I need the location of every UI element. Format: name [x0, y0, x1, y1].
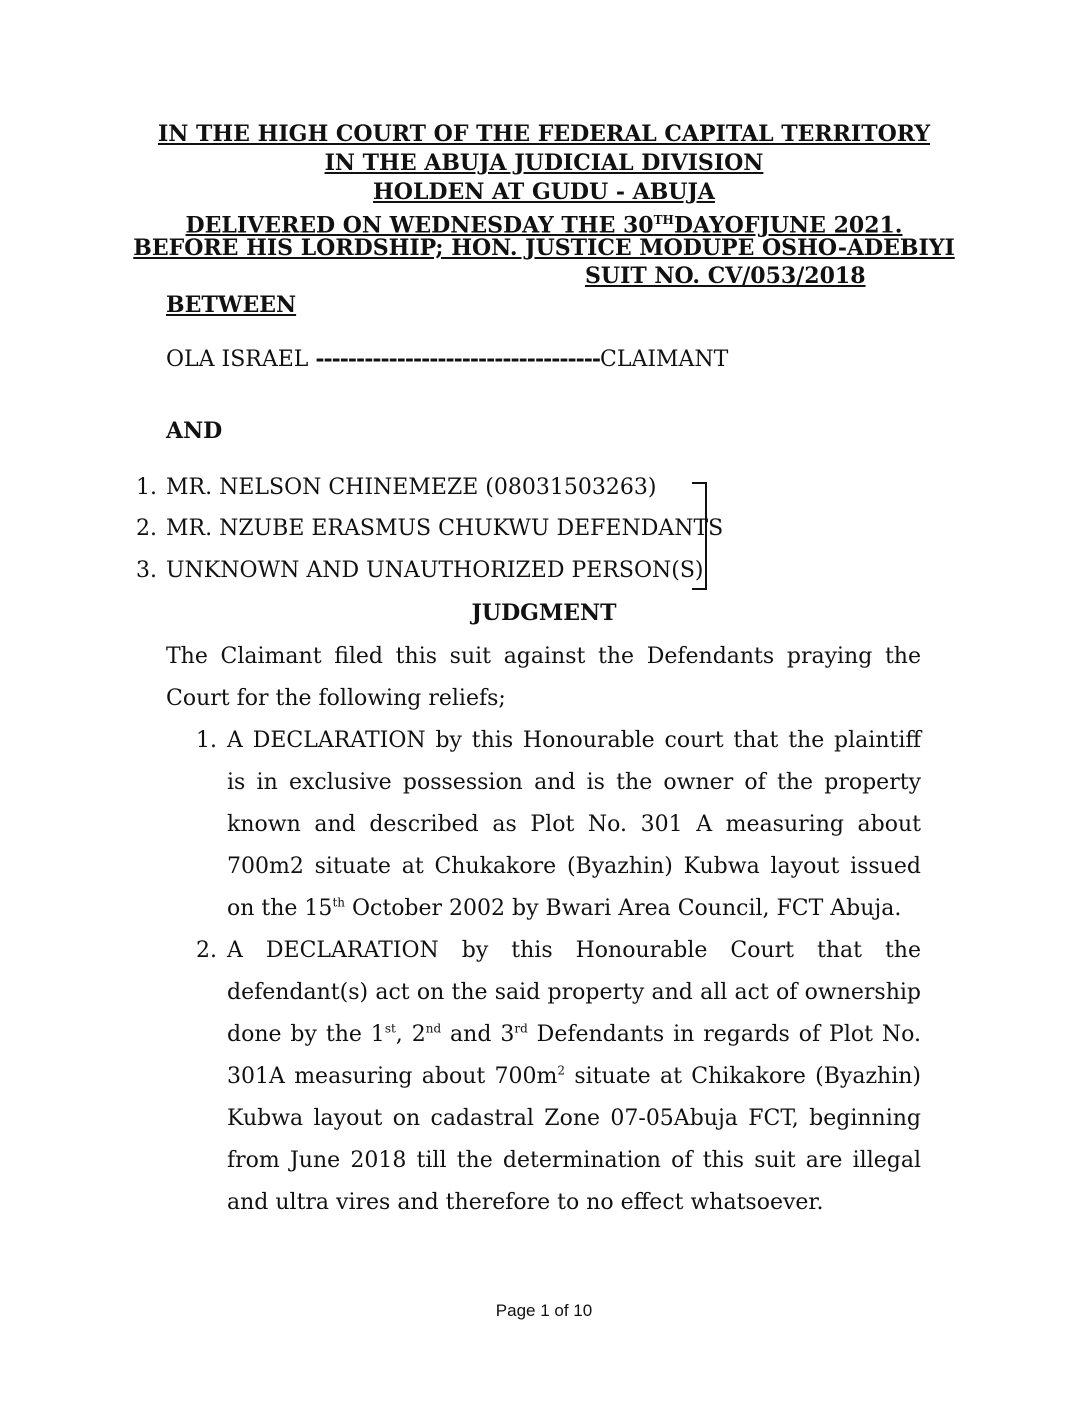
holden-line: HOLDEN AT GUDU - ABUJA: [373, 179, 715, 205]
defendant-number: 1.: [136, 475, 157, 500]
relief-superscript: st: [384, 1021, 396, 1036]
relief-superscript: rd: [514, 1021, 528, 1036]
delivered-date: DAYOFJUNE 2021.: [673, 212, 903, 239]
defendant-text: MR. NELSON CHINEMEZE (08031503263): [166, 475, 657, 500]
lordship-line: BEFORE HIS LORDSHIP; HON. JUSTICE MODUPE OSHO-ADEBIYI: [133, 235, 955, 261]
relief-text-part: , 2: [395, 1022, 426, 1047]
relief-text-part: and 3: [441, 1022, 515, 1047]
court-title: IN THE HIGH COURT OF THE FEDERAL CAPITAL TERRITORY: [157, 121, 931, 147]
claimant-dashes: -----------------------------------: [315, 346, 600, 372]
relief-item: [196, 930, 921, 1224]
relief-text-part: A DECLARATION by this Honourable Court that the defendant(s) act on the said property and all act of ownership done by the 1: [227, 938, 921, 1047]
division-line: IN THE ABUJA JUDICIAL DIVISION: [324, 150, 764, 176]
relief-superscript: th: [332, 895, 345, 910]
defendants-bracket: [690, 481, 708, 591]
defendant-item: [136, 514, 723, 544]
defendant-number: 2.: [136, 516, 157, 541]
suit-number: SUIT NO. CV/053/2018: [585, 263, 866, 289]
relief-superscript: 2: [557, 1063, 566, 1078]
relief-item: [196, 720, 921, 930]
relief-text-part: situate at Chikakore (Byazhin) Kubwa layout on cadastral Zone 07-05Abuja FCT, beginning from June 2018 till the determination of this suit are illegal and ultra vires and therefore to no effect whatsoever.: [227, 1064, 921, 1215]
claimant-line: [166, 344, 728, 375]
claimant-role: CLAIMANT: [600, 347, 729, 372]
intro-paragraph: The Claimant filed this suit against the Defendants praying the Court for the following reliefs;: [166, 644, 921, 711]
judgment-title: JUDGMENT: [471, 600, 617, 626]
defendant-text: UNKNOWN AND UNAUTHORIZED PERSON(S): [166, 558, 704, 583]
relief-text-part: October 2002 by Bwari Area Council, FCT Abuja.: [345, 896, 902, 921]
relief-number: 1.: [196, 728, 217, 753]
defendant-text: MR. NZUBE ERASMUS CHUKWU DEFENDANTS: [166, 516, 724, 541]
between-label: BETWEEN: [166, 292, 297, 318]
defendant-item: [136, 556, 704, 586]
defendant-item: [136, 473, 656, 503]
relief-superscript: nd: [425, 1021, 442, 1036]
relief-text-part: Defendants in regards of Plot No. 301A measuring about 700m: [227, 1022, 921, 1089]
delivered-ordinal: TH: [653, 213, 674, 227]
relief-text: [227, 720, 921, 930]
and-label: AND: [166, 418, 223, 444]
relief-text-part: A DECLARATION by this Honourable court that the plaintiff is in exclusive possession and is the owner of the property known and described as Plot No. 301 A measuring about 700m2 situate at Chukakore (Byazhin) Kubwa layout issued on the 15: [227, 728, 921, 921]
defendant-number: 3.: [136, 558, 157, 583]
delivered-text: DELIVERED ON WEDNESDAY THE 30: [185, 212, 654, 239]
relief-number: 2.: [196, 938, 217, 963]
relief-text: [227, 930, 921, 1224]
page-number: Page 1 of 10: [495, 1301, 593, 1320]
claimant-name: OLA ISRAEL: [166, 347, 316, 372]
